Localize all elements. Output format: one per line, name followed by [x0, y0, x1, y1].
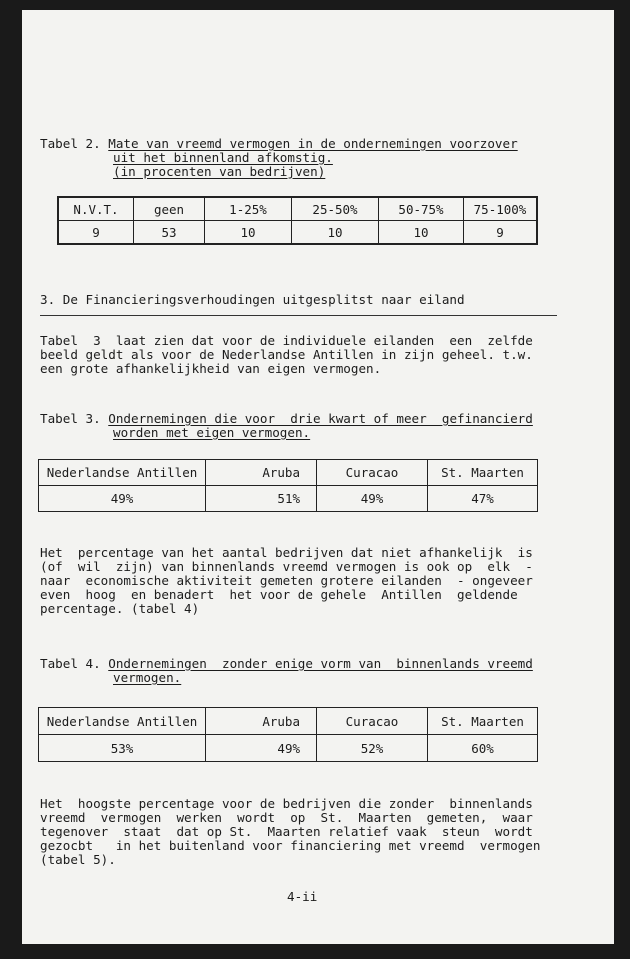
tabel2-header-cell: 50-75%	[379, 197, 464, 221]
tabel2-value-cell: 9	[464, 221, 538, 245]
tabel3-header-row	[39, 460, 538, 486]
tabel2-caption-line2: uit het binnenland afkomstig.	[113, 150, 333, 165]
tabel3-value-row	[39, 486, 538, 512]
tabel3-header-cell: Nederlandse Antillen	[39, 460, 206, 486]
tabel4-caption-title: Ondernemingen zonder enige vorm van binnenlands vreemd	[108, 656, 533, 671]
para3-line: gezocbt in het buitenland voor financiering met vreemd vermogen	[40, 838, 541, 853]
section3-rule	[40, 315, 557, 316]
tabel3-header-cell: Aruba	[206, 460, 317, 486]
para2-line: (of wil zijn) van binnenlands vreemd vermogen is ook op elk -	[40, 559, 533, 574]
document-page	[22, 10, 614, 944]
tabel3-caption-prefix: Tabel 3.	[40, 411, 109, 426]
tabel3-value-cell: 51%	[206, 486, 317, 512]
tabel3-value-cell: 47%	[428, 486, 538, 512]
tabel2-caption-prefix: Tabel 2.	[40, 136, 109, 151]
para3-line: tegenover staat dat op St. Maarten relatief vaak steun wordt	[40, 824, 533, 839]
tabel2-header-cell: 25-50%	[292, 197, 379, 221]
tabel2-value-cell: 10	[292, 221, 379, 245]
section3-para-line: beeld geldt als voor de Nederlandse Antillen in zijn geheel. t.w.	[40, 347, 533, 362]
tabel2-caption-line3: (in procenten van bedrijven)	[113, 164, 326, 179]
tabel4-caption-prefix: Tabel 4.	[40, 656, 109, 671]
tabel3-value-cell: 49%	[39, 486, 206, 512]
tabel2-header-row	[58, 197, 537, 221]
tabel2-value-cell: 10	[379, 221, 464, 245]
tabel3-table	[38, 459, 538, 512]
tabel3-caption-title: Ondernemingen die voor drie kwart of meer gefinancierd	[108, 411, 533, 426]
tabel3-caption-line2: worden met eigen vermogen.	[113, 425, 311, 440]
page-number: 4-ii	[287, 889, 318, 904]
tabel4-header-cell: Aruba	[206, 708, 317, 735]
tabel2-table	[57, 196, 538, 245]
tabel2-header-cell: geen	[134, 197, 205, 221]
tabel4-value-cell: 52%	[317, 735, 428, 762]
tabel2-value-cell: 10	[205, 221, 292, 245]
tabel2-header-cell: N.V.T.	[58, 197, 134, 221]
tabel4-caption-line2: vermogen.	[113, 670, 182, 685]
tabel4-header-cell: St. Maarten	[428, 708, 538, 735]
para2-line: even hoog en benadert het voor de gehele Antillen geldende	[40, 587, 518, 602]
tabel4-header-cell: Curacao	[317, 708, 428, 735]
tabel2-caption-line1	[40, 136, 518, 151]
tabel3-header-cell: St. Maarten	[428, 460, 538, 486]
tabel4-header-cell: Nederlandse Antillen	[39, 708, 206, 735]
tabel4-header-row	[39, 708, 538, 735]
tabel4-caption-line1	[40, 656, 533, 671]
tabel3-value-cell: 49%	[317, 486, 428, 512]
tabel4-value-cell: 49%	[206, 735, 317, 762]
section3-heading: 3. De Financieringsverhoudingen uitgesplitst naar eiland	[40, 292, 465, 307]
tabel2-caption-title: Mate van vreemd vermogen in de ondernemingen voorzover	[108, 136, 518, 151]
tabel4-value-cell: 60%	[428, 735, 538, 762]
tabel4-value-row	[39, 735, 538, 762]
tabel2-value-cell: 53	[134, 221, 205, 245]
para3-line: Het hoogste percentage voor de bedrijven die zonder binnenlands	[40, 796, 533, 811]
tabel2-header-cell: 1-25%	[205, 197, 292, 221]
tabel4-table	[38, 707, 538, 762]
tabel2-value-cell: 9	[58, 221, 134, 245]
tabel3-header-cell: Curacao	[317, 460, 428, 486]
para3-line: (tabel 5).	[40, 852, 116, 867]
section3-para-line: een grote afhankelijkheid van eigen vermogen.	[40, 361, 382, 376]
tabel2-header-cell: 75-100%	[464, 197, 538, 221]
para2-line: naar economische aktiviteit gemeten grotere eilanden - ongeveer	[40, 573, 533, 588]
para2-line: Het percentage van het aantal bedrijven dat niet afhankelijk is	[40, 545, 533, 560]
para3-line: vreemd vermogen werken wordt op St. Maarten gemeten, waar	[40, 810, 533, 825]
tabel2-value-row	[58, 221, 537, 245]
para2-line: percentage. (tabel 4)	[40, 601, 200, 616]
section3-para-line: Tabel 3 laat zien dat voor de individuele eilanden een zelfde	[40, 333, 533, 348]
tabel3-caption-line1	[40, 411, 533, 426]
tabel4-value-cell: 53%	[39, 735, 206, 762]
